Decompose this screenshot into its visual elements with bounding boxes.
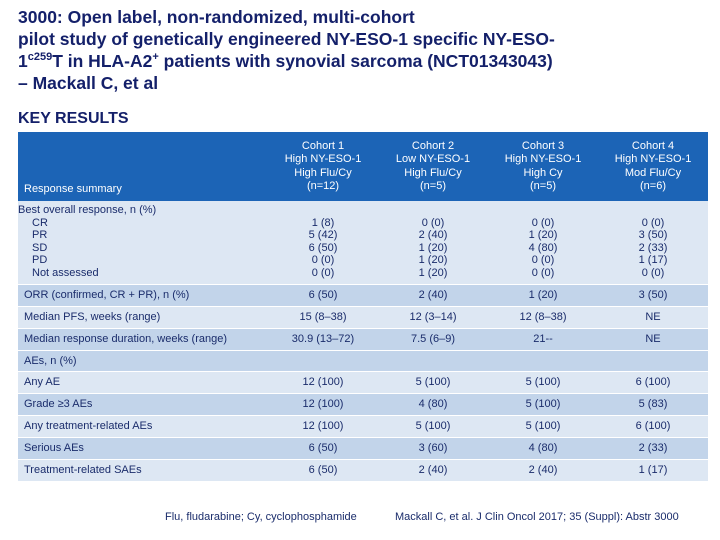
cohort-3-antigen: High NY-ESO-1 <box>504 153 582 165</box>
table-cell: 0 (0) <box>531 266 555 279</box>
table-cell: 12 (100) <box>268 415 378 437</box>
table-cell: 2 (40) <box>378 284 488 306</box>
table-cell: 1 (17) <box>638 254 668 267</box>
row-label: Median response duration, weeks (range) <box>18 328 268 350</box>
title-line-3-a: 1 <box>18 51 28 71</box>
table-header-row <box>18 132 708 201</box>
best-response-cohort-4 <box>598 201 708 284</box>
table-cell: 1 (8) <box>311 216 335 229</box>
cohort-4-antigen: High NY-ESO-1 <box>614 153 692 165</box>
table-cell: 6 (100) <box>598 415 708 437</box>
table-cell: 2 (33) <box>638 241 668 254</box>
table-cell: 0 (0) <box>641 266 665 279</box>
cohort-4-name: Cohort 4 <box>631 139 675 152</box>
table-cell: 4 (80) <box>488 437 598 459</box>
cohort-1-regimen: High Flu/Cy <box>294 166 352 179</box>
cohort-4-regimen: Mod Flu/Cy <box>624 166 682 179</box>
row-label: Any treatment-related AEs <box>18 415 268 437</box>
table-cell: 0 (0) <box>641 216 665 229</box>
table-cell: 0 (0) <box>531 254 555 267</box>
title-line-1: 3000: Open label, non-randomized, multi-cohort <box>18 7 415 27</box>
table-cell: 5 (100) <box>488 393 598 415</box>
table-cell: 1 (20) <box>418 266 448 279</box>
category-cr: CR <box>32 216 48 229</box>
header-cohort-2 <box>378 132 488 201</box>
table-cell: 5 (42) <box>308 229 338 242</box>
category-pd: PD <box>32 254 48 267</box>
header-cohort-1 <box>268 132 378 201</box>
row-label: Median PFS, weeks (range) <box>18 306 268 328</box>
table-cell: 4 (80) <box>528 241 558 254</box>
table-cell: 5 (83) <box>598 393 708 415</box>
table-row-best-response <box>18 201 708 284</box>
table-cell: 2 (33) <box>598 437 708 459</box>
cohort-3-n: (n=5) <box>530 180 556 192</box>
cohort-2-regimen: High Flu/Cy <box>404 166 462 179</box>
table-cell: NE <box>598 306 708 328</box>
table-cell: 6 (100) <box>598 371 708 393</box>
best-response-label-cell <box>18 201 268 284</box>
cohort-1-name: Cohort 1 <box>301 139 345 152</box>
header-cohort-3 <box>488 132 598 201</box>
best-response-cohort-1 <box>268 201 378 284</box>
table-row-pfs <box>18 306 708 328</box>
title-line-3 <box>18 50 698 72</box>
category-sd: SD <box>32 241 48 254</box>
table-cell: 12 (8–38) <box>488 306 598 328</box>
abbreviations-footnote: Flu, fludarabine; Cy, cyclophosphamide <box>165 511 357 523</box>
header-response-summary: Response summary <box>18 132 268 201</box>
results-table <box>18 132 708 482</box>
table-cell: 30.9 (13–72) <box>268 328 378 350</box>
table-cell: 5 (100) <box>488 371 598 393</box>
table-cell: 0 (0) <box>311 254 335 267</box>
table-cell: 12 (3–14) <box>378 306 488 328</box>
best-response-heading: Best overall response, n (%) <box>18 204 157 216</box>
header-cohort-4 <box>598 132 708 201</box>
table-cell: 7.5 (6–9) <box>378 328 488 350</box>
table-cell: 2 (40) <box>418 229 448 242</box>
section-heading: KEY RESULTS <box>18 110 129 127</box>
slide-title <box>18 6 698 94</box>
aes-section-heading: AEs, n (%) <box>18 350 708 371</box>
title-superscript-c259: c259 <box>27 51 53 64</box>
title-line-3-b: T in HLA-A2 <box>52 51 153 71</box>
table-cell: 6 (50) <box>268 459 378 481</box>
table-cell: 12 (100) <box>268 371 378 393</box>
row-label: Serious AEs <box>18 437 268 459</box>
table-row-grade3-aes <box>18 393 708 415</box>
table-row-any-ae <box>18 371 708 393</box>
table-cell: 2 (40) <box>378 459 488 481</box>
table-row-serious-aes <box>18 437 708 459</box>
best-response-cohort-3 <box>488 201 598 284</box>
table-cell: 6 (50) <box>308 241 338 254</box>
cohort-1-n: (n=12) <box>306 180 340 192</box>
cohort-2-n: (n=5) <box>420 180 446 192</box>
table-cell: 5 (100) <box>378 371 488 393</box>
row-label: Grade ≥3 AEs <box>18 393 268 415</box>
cohort-2-name: Cohort 2 <box>411 139 455 152</box>
table-cell: 1 (20) <box>488 284 598 306</box>
table-row-aes-heading <box>18 350 708 371</box>
table-cell: 5 (100) <box>378 415 488 437</box>
table-cell: 3 (60) <box>378 437 488 459</box>
table-cell: 0 (0) <box>311 266 335 279</box>
table-cell: 21-- <box>488 328 598 350</box>
cohort-1-antigen: High NY-ESO-1 <box>284 153 362 165</box>
table-row-response-duration <box>18 328 708 350</box>
table-cell: 0 (0) <box>421 216 445 229</box>
table-cell: 1 (17) <box>598 459 708 481</box>
table-cell: 1 (20) <box>528 229 558 242</box>
table-cell: 1 (20) <box>418 254 448 267</box>
table-cell: 5 (100) <box>488 415 598 437</box>
title-line-2: pilot study of genetically engineered NY-ESO-1 specific NY-ESO- <box>18 29 555 49</box>
category-pr: PR <box>32 229 48 242</box>
title-line-4: – Mackall C, et al <box>18 73 159 93</box>
row-label: Any AE <box>18 371 268 393</box>
title-superscript-plus: + <box>152 51 159 64</box>
table-row-treatment-related-aes <box>18 415 708 437</box>
best-response-cohort-2 <box>378 201 488 284</box>
category-not-assessed: Not assessed <box>32 266 99 279</box>
row-label: Treatment-related SAEs <box>18 459 268 481</box>
table-cell: NE <box>598 328 708 350</box>
table-cell: 3 (50) <box>638 229 668 242</box>
table-cell: 1 (20) <box>418 241 448 254</box>
table-cell: 0 (0) <box>531 216 555 229</box>
table-row-treatment-related-saes <box>18 459 708 481</box>
cohort-2-antigen: Low NY-ESO-1 <box>395 153 471 165</box>
table-cell: 12 (100) <box>268 393 378 415</box>
table-cell: 6 (50) <box>268 437 378 459</box>
cohort-4-n: (n=6) <box>640 180 666 192</box>
cohort-3-regimen: High Cy <box>523 166 563 179</box>
table-cell: 2 (40) <box>488 459 598 481</box>
cohort-3-name: Cohort 3 <box>521 139 565 152</box>
table-cell: 4 (80) <box>378 393 488 415</box>
row-label: ORR (confirmed, CR + PR), n (%) <box>18 284 268 306</box>
table-row-orr <box>18 284 708 306</box>
table-cell: 6 (50) <box>268 284 378 306</box>
title-line-3-c: patients with synovial sarcoma (NCT01343043) <box>158 51 553 71</box>
citation-footnote: Mackall C, et al. J Clin Oncol 2017; 35 (Suppl): Abstr 3000 <box>395 511 679 523</box>
table-cell: 3 (50) <box>598 284 708 306</box>
table-cell: 15 (8–38) <box>268 306 378 328</box>
